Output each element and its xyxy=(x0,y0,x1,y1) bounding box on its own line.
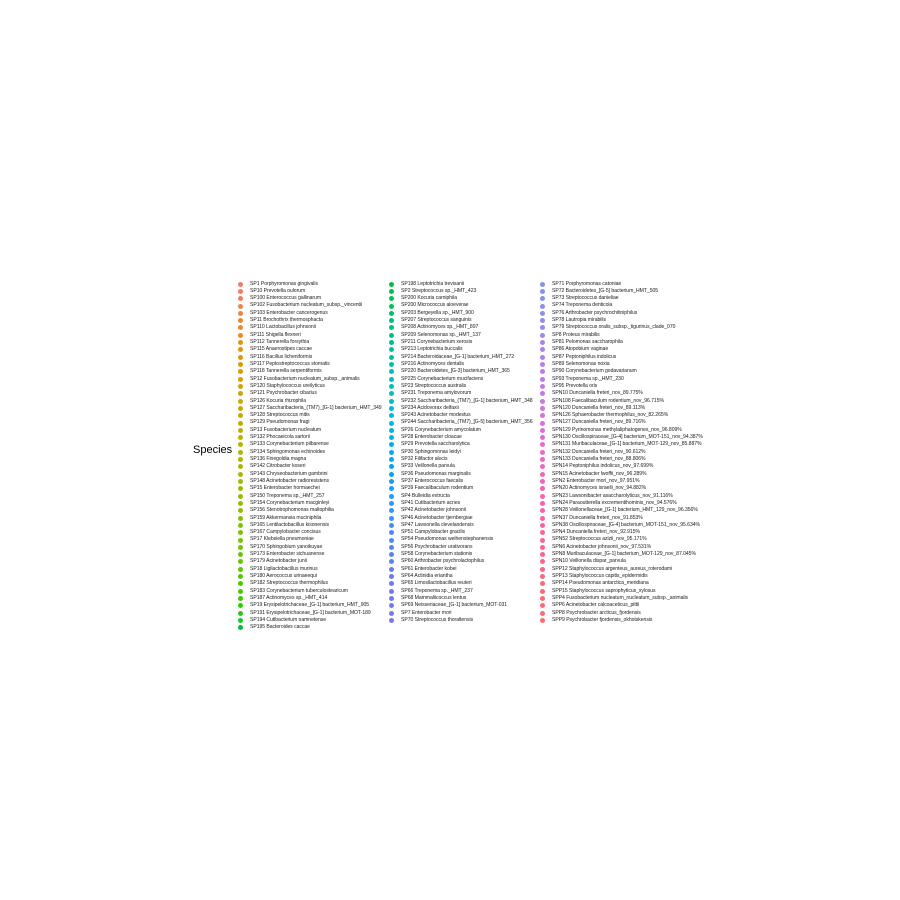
legend-swatch-icon xyxy=(389,618,394,623)
legend-swatch-icon xyxy=(540,384,545,389)
legend-swatch-icon xyxy=(238,421,243,426)
legend-swatch-icon xyxy=(238,384,243,389)
legend-label: SP115 Anaerostipes caccae xyxy=(250,346,313,353)
legend-label: SP61 Enterobacter kobei xyxy=(401,565,457,572)
legend-label: SP66 Treponema sp._HMT_237 xyxy=(401,587,473,594)
legend-label: SP220 Bacteroidetes_[G-3] bacterium_HMT_365 xyxy=(401,368,510,375)
legend-swatch-icon xyxy=(238,442,243,447)
legend-label: SP214 Bacteroidaceae_[G-1] bacterium_HMT_272 xyxy=(401,353,515,360)
legend-swatch-icon xyxy=(238,559,243,564)
legend-label: SP74 Treponema denticola xyxy=(552,302,613,309)
legend-label: SP173 Enterobacter sichuanense xyxy=(250,551,325,558)
legend-swatch-icon xyxy=(389,428,394,433)
legend-label: SP120 Staphylococcus ureilyticus xyxy=(250,382,325,389)
legend-swatch-icon xyxy=(540,304,545,309)
legend-label: SP121 Psychrobacter cibarius xyxy=(250,390,317,397)
legend-swatch-icon xyxy=(389,318,394,323)
legend-label: SPN127 Duncaniella freteri_nov_89.716% xyxy=(552,419,646,426)
legend-swatch-icon xyxy=(238,282,243,287)
legend-swatch-icon xyxy=(238,311,243,316)
legend-swatch-icon xyxy=(389,530,394,535)
legend-label: SPN129 Pyrinomonas methylaliphatogenes_nov_96.809% xyxy=(552,426,682,433)
legend-label: SP128 Streptococcus mitis xyxy=(250,412,310,419)
legend-swatch-icon xyxy=(389,486,394,491)
legend-swatch-icon xyxy=(540,282,545,287)
legend-swatch-icon xyxy=(540,523,545,528)
legend-label: SPN2 Enterobacter mori_nov_97.951% xyxy=(552,477,640,484)
legend-swatch-icon xyxy=(540,442,545,447)
legend-swatch-icon xyxy=(389,369,394,374)
legend-label: SP110 Lactobacillus johnsonii xyxy=(250,324,316,331)
legend-label: SP69 Neisseriaceae_[G-1] bacterium_MOT-031 xyxy=(401,602,508,609)
legend-swatch-icon xyxy=(540,486,545,491)
legend-swatch-icon xyxy=(540,603,545,608)
legend-swatch-icon xyxy=(540,581,545,586)
legend-label: SP79 Streptococcus oralis_subsp._tigurinus_clade_070 xyxy=(552,324,676,331)
legend-label: SP134 Sphingomonas echinoides xyxy=(250,448,326,455)
legend-swatch-icon xyxy=(238,413,243,418)
legend-swatch-icon xyxy=(389,589,394,594)
legend-swatch-icon xyxy=(238,340,243,345)
legend-swatch-icon xyxy=(540,406,545,411)
legend-label: SP234 Acidovorax delfaxii xyxy=(401,404,459,411)
legend-label: SP116 Bacillus licheniformis xyxy=(250,353,313,360)
legend-swatch-icon xyxy=(540,559,545,564)
legend-swatch-icon xyxy=(389,450,394,455)
legend-label: SP207 Streptococcus sanguinis xyxy=(401,317,472,324)
legend-label: SP39 Faecalibaculum rodentium xyxy=(401,485,474,492)
legend-swatch-icon xyxy=(238,494,243,499)
legend-label: SP150 Treponema sp._HMT_257 xyxy=(250,492,325,499)
legend-label: SP4 Bulleidia extructa xyxy=(401,492,450,499)
legend-swatch-icon xyxy=(238,457,243,462)
legend-label: SP72 Bacteroidetes_[G-5] bacterium_HMT_505 xyxy=(552,287,659,294)
legend-swatch-icon xyxy=(540,494,545,499)
legend-label: SP71 Porphyromonas catoniae xyxy=(552,280,622,287)
legend-swatch-icon xyxy=(238,391,243,396)
legend-swatch-icon xyxy=(389,391,394,396)
legend-label: SPN52 Streptococcus azizii_nov_95.171% xyxy=(552,536,647,543)
legend-swatch-icon xyxy=(238,479,243,484)
legend-swatch-icon xyxy=(238,362,243,367)
legend-label: SP194 Cutibacterium namnetense xyxy=(250,616,327,623)
legend-swatch-icon xyxy=(238,501,243,506)
legend-label: SP18 Ligilactobacillus murinus xyxy=(250,565,318,572)
legend-label: SP76 Arthrobacter psychrochitiniphilus xyxy=(552,309,638,316)
legend-label: SP7 Enterobacter mori xyxy=(401,609,452,616)
legend-swatch-icon xyxy=(540,347,545,352)
legend-swatch-icon xyxy=(238,596,243,601)
legend-label: SP68 Mammaliicoccus lentus xyxy=(401,594,467,601)
legend-swatch-icon xyxy=(389,581,394,586)
legend-label: SP243 Acinetobacter modestus xyxy=(401,412,471,419)
legend-label: SP195 Bacteroides caccae xyxy=(250,624,310,631)
legend-label: SPN120 Duncaniella freteri_nov_89.113% xyxy=(552,404,646,411)
legend-label: SP136 Finegoldia magna xyxy=(250,456,307,462)
legend-label: SP10 Prevotella oulorum xyxy=(250,287,306,294)
legend-label: SP213 Leptotrichia buccalis xyxy=(401,346,463,353)
legend-swatch-icon xyxy=(238,450,243,455)
legend-label: SPP9 Psychrobacter fjordensis_okhotskensis xyxy=(552,616,653,623)
legend-swatch-icon xyxy=(389,464,394,469)
legend-label: SP13 Fusobacterium nucleatum xyxy=(250,426,322,433)
legend-label: SP200 Micrococcus aloeverae xyxy=(401,302,469,309)
legend-label: SP126 Kocuria rhizophila xyxy=(250,397,306,404)
legend-label: SP112 Tannerella forsythia xyxy=(250,339,310,345)
legend-label: SPN108 Faecalibaculum rodentium_nov_96.715% xyxy=(552,397,664,404)
legend-label: SPN131 Muribaculaceae_[G-1] bacterium_MOT-129_nov_85.887% xyxy=(552,441,702,448)
legend-swatch-icon xyxy=(238,618,243,623)
legend-label: SPN10 Duncaniella freteri_nov_89.775% xyxy=(552,390,643,397)
legend-swatch-icon xyxy=(238,611,243,616)
legend-label: SP191 Erysipelotrichaceae_[G-1] bacterium_MOT-189 xyxy=(250,609,371,616)
legend-label: SP2 Streptococcus sp._HMT_423 xyxy=(401,287,477,294)
legend-swatch-icon xyxy=(389,333,394,338)
legend-swatch-icon xyxy=(389,362,394,367)
legend-label: SP42 Acinetobacter johnsonii xyxy=(401,507,466,514)
legend-label: SP208 Actinomyces sp._HMT_897 xyxy=(401,324,479,331)
legend-label: SPP6 Acinetobacter calcoaceticus_pittii xyxy=(552,602,640,609)
legend-label: SP225 Corynebacterium mucifaciens xyxy=(401,375,484,382)
legend-swatch-icon xyxy=(238,486,243,491)
legend-swatch-icon xyxy=(389,355,394,360)
legend-label: SPN133 Duncaniella freteri_nov_88.806% xyxy=(552,456,646,462)
legend-label: SPN23 Lawsonibacter asaccharolyticus_nov_91.116% xyxy=(552,492,673,499)
legend-label: SPN126 Sphaerobacter thermophilus_nov_82.265% xyxy=(552,412,669,419)
legend-label: SP33 Veillonella parvula xyxy=(401,463,455,470)
legend-swatch-icon xyxy=(238,552,243,557)
legend-label: SP100 Enterococcus gallinarum xyxy=(250,295,322,302)
legend-label: SP148 Acinetobacter radioresistens xyxy=(250,477,329,484)
legend-swatch-icon xyxy=(540,391,545,396)
legend-label: SP102 Fusobacterium nucleatum_subsp._vincentii xyxy=(250,302,363,309)
legend-swatch-icon xyxy=(540,545,545,550)
legend-swatch-icon xyxy=(389,347,394,352)
legend-label: SPP15 Staphylococcus saprophyticus_xylosus xyxy=(552,587,656,594)
legend-label: SPN28 Veillonellaceae_[G-1] bacterium_HMT_129_nov_96.356% xyxy=(552,507,698,514)
legend-label: SP132 Phocaeicola sartorii xyxy=(250,434,310,441)
legend-label: SPN38 Oscillospiraceae_[G-4] bacterium_MOT-151_nov_95.634% xyxy=(552,521,701,528)
legend-swatch-icon xyxy=(238,545,243,550)
legend-label: SP64 Actinidia eriantha xyxy=(401,573,453,579)
legend-label: SP198 Leptotrichia trevisanii xyxy=(401,280,465,287)
legend-swatch-icon xyxy=(238,318,243,323)
legend-label: SP231 Treponema amylovorum xyxy=(401,390,472,397)
legend-swatch-icon xyxy=(238,377,243,382)
legend-label: SP200 Kocuria carniphila xyxy=(401,295,457,302)
legend-label: SP127 Saccharibacteria_(TM7)_[G-1] bacterium_HMT_349 xyxy=(250,404,382,411)
legend-swatch-icon xyxy=(389,508,394,513)
legend-swatch-icon xyxy=(540,311,545,316)
legend-label: SP54 Pseudomonas weihenstephanensis xyxy=(401,536,494,543)
legend-label: SP58 Corynebacterium stationis xyxy=(401,551,473,558)
legend-swatch-icon xyxy=(540,464,545,469)
legend-swatch-icon xyxy=(238,399,243,404)
legend-swatch-icon xyxy=(540,318,545,323)
legend-label: SP182 Streptococcus thermophilus xyxy=(250,580,328,587)
legend-label: SP129 Pseudomonas fragi xyxy=(250,419,310,426)
legend-label: SP12 Fusobacterium nucleatum_subsp._animalis xyxy=(250,375,360,382)
legend-swatch-icon xyxy=(389,545,394,550)
legend-swatch-icon xyxy=(238,530,243,535)
legend-swatch-icon xyxy=(389,406,394,411)
legend-label: SP133 Corynebacterium pilbarense xyxy=(250,441,329,448)
legend-label: SPN6 Acinetobacter johnsonii_nov_97.531% xyxy=(552,543,652,550)
legend-label: SP56 Psychrobacter urativorans xyxy=(401,543,473,550)
legend-swatch-icon xyxy=(540,552,545,557)
legend-swatch-icon xyxy=(389,574,394,579)
legend-swatch-icon xyxy=(540,296,545,301)
legend-swatch-icon xyxy=(389,559,394,564)
legend-label: SP17 Klebsiella pneumoniae xyxy=(250,536,314,543)
legend-swatch-icon xyxy=(389,494,394,499)
legend-label: SPP14 Pseudomonas antarctica_meridiana xyxy=(552,580,649,587)
legend-label: SP51 Campylobacter gracilis xyxy=(401,529,466,536)
legend-swatch-icon xyxy=(389,421,394,426)
legend-swatch-icon xyxy=(238,523,243,528)
legend-swatch-icon xyxy=(540,530,545,535)
legend-label: SP65 Limosilactobacillus reuteri xyxy=(401,580,472,587)
legend-swatch-icon xyxy=(389,282,394,287)
legend-swatch-icon xyxy=(540,516,545,521)
legend-label: SP90 Corynebacterium godavarianum xyxy=(552,368,637,375)
legend-label: SP41 Cutibacterium acnes xyxy=(401,499,461,506)
legend-swatch-icon xyxy=(540,596,545,601)
legend-swatch-icon xyxy=(540,369,545,374)
legend-label: SP187 Actinomyces sp._HMT_414 xyxy=(250,594,328,601)
legend-swatch-icon xyxy=(540,618,545,623)
legend-swatch-icon xyxy=(540,508,545,513)
legend-label: SPN37 Duncaniella freteri_nov_91.853% xyxy=(552,514,643,521)
legend-label: SP86 Atopobium vaginae xyxy=(552,346,609,353)
legend-label: SPN20 Actinomyces israelii_nov_94.882% xyxy=(552,485,647,492)
legend-swatch-icon xyxy=(238,325,243,330)
legend-swatch-icon xyxy=(238,355,243,360)
legend-swatch-icon xyxy=(540,472,545,477)
legend-label: SP209 Selenomonas sp._HMT_137 xyxy=(401,331,481,338)
legend-label: SPP13 Staphylococcus capitis_epidermidis xyxy=(552,573,648,579)
legend-label: SP8 Proteus mirabilis xyxy=(552,331,600,338)
legend-swatch-icon xyxy=(238,289,243,294)
legend-swatch-icon xyxy=(389,603,394,608)
legend-label: SP183 Corynebacterium tuberculostearicum xyxy=(250,587,348,594)
legend-swatch-icon xyxy=(389,479,394,484)
legend-label: SPN15 Acinetobacter lwoffii_nov_96.289% xyxy=(552,470,647,477)
legend-label: SP118 Tannerella serpentiformis xyxy=(250,368,322,375)
legend-label: SP142 Citrobacter koseri xyxy=(250,463,306,470)
legend-swatch-icon xyxy=(238,574,243,579)
legend-swatch-icon xyxy=(238,464,243,469)
legend-swatch-icon xyxy=(540,450,545,455)
legend-label: SP170 Sphingobium yanoikuyae xyxy=(250,543,323,550)
legend-label: SP232 Saccharibacteria_(TM7)_[G-1] bacterium_HMT_348 xyxy=(401,397,533,404)
legend-swatch-icon xyxy=(389,311,394,316)
legend-swatch-icon xyxy=(540,435,545,440)
legend-swatch-icon xyxy=(238,581,243,586)
legend-label: SP103 Enterobacter cancerogenus xyxy=(250,309,328,316)
legend-swatch-icon xyxy=(389,435,394,440)
legend-label: SP165 Lentilactobacillus kisonensis xyxy=(250,521,329,528)
legend-swatch-icon xyxy=(389,384,394,389)
legend-swatch-icon xyxy=(238,428,243,433)
legend-label: SP26 Corynebacterium amycolatum xyxy=(401,426,481,433)
legend-label: SP70 Streptococcus thoraltensis xyxy=(401,616,474,623)
legend-label: SP30 Sphingomonas leidyi xyxy=(401,448,461,455)
legend-swatch-icon xyxy=(540,362,545,367)
legend-swatch-icon xyxy=(389,552,394,557)
legend-label: SP156 Stenotrophomonas maltophilia xyxy=(250,507,334,514)
legend-label: SP95 Prevotella oris xyxy=(552,382,598,389)
legend-swatch-icon xyxy=(389,567,394,572)
legend-label: SPP4 Fusobacterium nucleatum_nucleatum_subsp._animalis xyxy=(552,594,689,601)
legend-swatch-icon xyxy=(238,369,243,374)
legend-swatch-icon xyxy=(238,516,243,521)
legend-label: SP28 Enterobacter cloacae xyxy=(401,434,462,441)
legend-label: SP203 Bergeyella sp._HMT_900 xyxy=(401,309,474,316)
legend-label: SP19 Erysipelotrichaceae_[G-1] bacterium_HMT_905 xyxy=(250,602,370,609)
legend-swatch-icon xyxy=(238,304,243,309)
legend-swatch-icon xyxy=(389,472,394,477)
legend-swatch-icon xyxy=(389,304,394,309)
legend-swatch-icon xyxy=(389,289,394,294)
legend-swatch-icon xyxy=(540,567,545,572)
legend-swatch-icon xyxy=(389,611,394,616)
legend-label: SP167 Campylobacter concisus xyxy=(250,529,321,536)
legend-label: SPN24 Paraoutterella excrementihominis_nov_94.576% xyxy=(552,499,677,506)
legend-swatch-icon xyxy=(389,501,394,506)
legend-title: Species xyxy=(193,444,233,456)
legend-swatch-icon xyxy=(238,508,243,513)
legend-label: SP23 Streptococcus australis xyxy=(401,382,467,389)
legend-swatch-icon xyxy=(238,406,243,411)
legend-swatch-icon xyxy=(540,355,545,360)
legend-swatch-icon xyxy=(389,523,394,528)
legend-swatch-icon xyxy=(389,325,394,330)
legend-swatch-icon xyxy=(238,333,243,338)
legend-swatch-icon xyxy=(238,538,243,543)
legend-label: SPN10 Veillonella dispar_parvula xyxy=(552,558,626,565)
legend-swatch-icon xyxy=(389,340,394,345)
legend-swatch-icon xyxy=(389,457,394,462)
legend-label: SP180 Aerococcus urinaeequi xyxy=(250,573,317,579)
legend-swatch-icon xyxy=(540,340,545,345)
legend-label: SP89 Selenomonas noxia xyxy=(552,360,610,367)
legend-swatch-icon xyxy=(540,421,545,426)
legend-label: SP159 Akkermansia muciniphila xyxy=(250,514,322,521)
legend-swatch-icon xyxy=(540,501,545,506)
legend-label: SP81 Pelomonas saccharophila xyxy=(552,339,623,345)
legend-swatch-icon xyxy=(389,596,394,601)
legend-label: SP1 Porphyromonas gingivalis xyxy=(250,280,318,287)
legend-swatch-icon xyxy=(389,442,394,447)
legend-swatch-icon xyxy=(540,538,545,543)
legend-label: SP29 Prevotella saccharolytica xyxy=(401,441,470,448)
legend-label: SP46 Acinetobacter tjernbergiae xyxy=(401,514,473,521)
legend-swatch-icon xyxy=(540,457,545,462)
legend-swatch-icon xyxy=(389,296,394,301)
legend-swatch-icon xyxy=(540,574,545,579)
legend-label: SP11 Brochothrix thermosphacta xyxy=(250,317,323,324)
legend-label: SP36 Pseudomonas marginalis xyxy=(401,470,471,477)
legend-swatch-icon xyxy=(238,472,243,477)
legend-swatch-icon xyxy=(238,567,243,572)
legend-label: SPN14 Peptoniphilus indolicus_nov_97.699% xyxy=(552,463,654,470)
legend-label: SPN4 Duncaniella freteri_nov_92.915% xyxy=(552,529,640,536)
legend-label: SP15 Enterobacter hormaechei xyxy=(250,485,320,492)
legend-swatch-icon xyxy=(540,479,545,484)
legend-label: SPP12 Staphylococcus argenteus_aureus_roterodami xyxy=(552,565,673,572)
legend-swatch-icon xyxy=(540,589,545,594)
legend-swatch-icon xyxy=(540,325,545,330)
legend-label: SP78 Lautropia mirabilis xyxy=(552,317,607,324)
legend-label: SPP8 Psychrobacter arcticus_fjordensis xyxy=(552,609,641,616)
legend-swatch-icon xyxy=(389,413,394,418)
legend-swatch-icon xyxy=(238,347,243,352)
legend-swatch-icon xyxy=(540,377,545,382)
legend-swatch-icon xyxy=(389,516,394,521)
legend-label: SP154 Corynebacterium macginleyi xyxy=(250,499,330,506)
legend-swatch-icon xyxy=(540,289,545,294)
legend-swatch-icon xyxy=(540,399,545,404)
legend-swatch-icon xyxy=(389,399,394,404)
legend-label: SP143 Chryseobacterium gambrini xyxy=(250,470,328,477)
legend-swatch-icon xyxy=(540,428,545,433)
legend-swatch-icon xyxy=(238,589,243,594)
legend-label: SP93 Treponema sp._HMT_230 xyxy=(552,375,624,382)
legend-label: SP32 Filifactor alocis xyxy=(401,456,448,462)
legend-swatch-icon xyxy=(540,611,545,616)
legend-label: SP47 Lawsonella clevelandensis xyxy=(401,521,474,528)
legend-swatch-icon xyxy=(389,538,394,543)
legend-label: SP211 Corynebacterium xerosis xyxy=(401,339,473,345)
legend-swatch-icon xyxy=(540,413,545,418)
legend-label: SP87 Peptoniphilus indolicus xyxy=(552,353,617,360)
legend-label: SP179 Acinetobacter junii xyxy=(250,558,307,565)
legend-label: SP111 Shigella flexneri xyxy=(250,331,301,338)
legend-label: SPN132 Duncaniella freteri_nov_90.612% xyxy=(552,448,646,455)
legend-label: SPN8 Muribaculaceae_[G-1] bacterium_MOT-129_nov_87.045% xyxy=(552,551,696,558)
legend-label: SP244 Saccharibacteria_(TM7)_[G-5] bacterium_HMT_356 xyxy=(401,419,533,426)
legend-swatch-icon xyxy=(238,296,243,301)
legend-label: SP37 Enterococcus faecalis xyxy=(401,477,464,484)
legend-label: SP216 Actinomyces dentalis xyxy=(401,360,464,367)
legend-label: SP73 Streptococcus danieliae xyxy=(552,295,619,302)
legend-label: SP60 Arthrobacter psychrolactophilus xyxy=(401,558,485,565)
legend-swatch-icon xyxy=(238,435,243,440)
legend-swatch-icon xyxy=(238,603,243,608)
legend-label: SPN130 Oscillospiraceae_[G-4] bacterium_MOT-151_nov_94.387% xyxy=(552,434,703,441)
legend-swatch-icon xyxy=(238,625,243,630)
legend-label: SP117 Peptostreptococcus stomatis xyxy=(250,360,330,367)
legend-swatch-icon xyxy=(540,333,545,338)
legend-swatch-icon xyxy=(389,377,394,382)
